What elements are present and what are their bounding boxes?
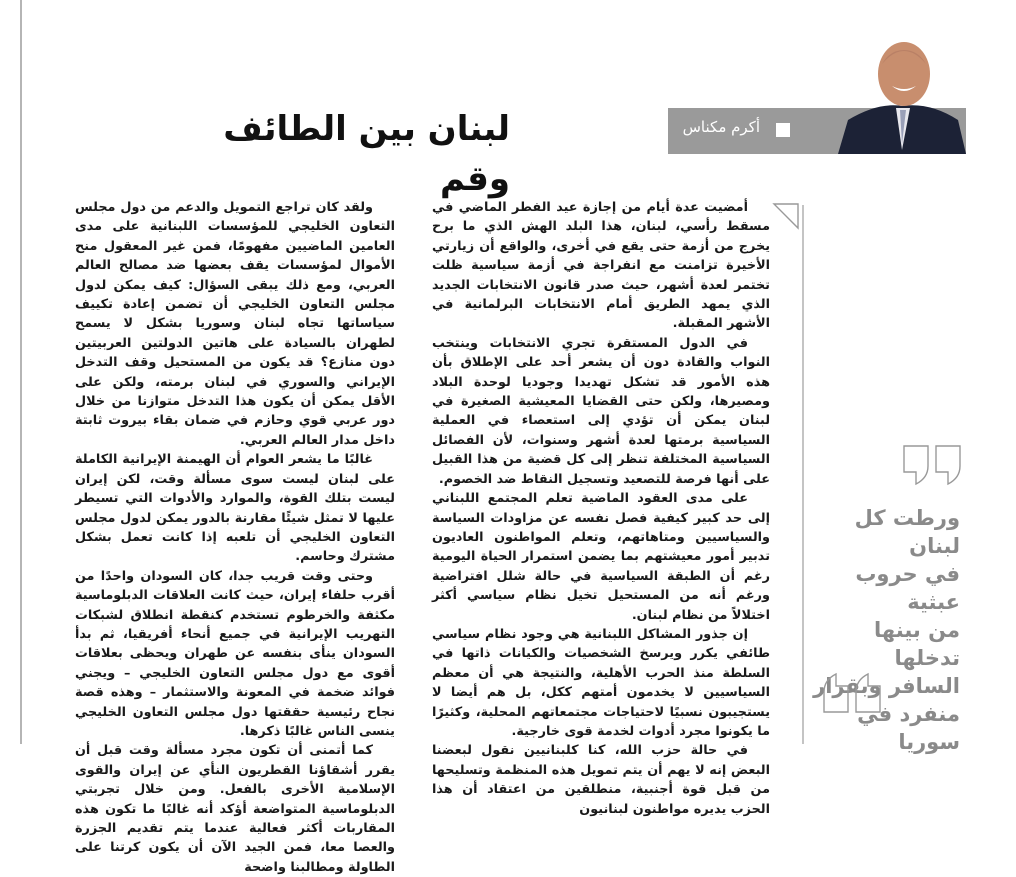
article-column-right [432, 198, 770, 819]
closing-quote-icon [902, 444, 964, 486]
paragraph: إن جذور المشاكل اللبنانية هي وجود نظام سياسي طائفي يكرر ويرسخ الشخصيات والكيانات ذاتها في السلطة منذ الحرب الأهلية، والنتيجة هي أن معظم السياسيين لا يخدمون أمتهم ككل، بل هم أيضا لا يستجيبون نسبيًا لاحتياجات مجتمعاتهم المحلية، وكثيرًا ما يكونوا مجرد أدوات لخدمة قوى خارجية. [432, 626, 770, 739]
pull-quote-line: من بينها تدخلها [874, 618, 960, 670]
pull-quote-line: ورطت كل لبنان [854, 506, 960, 558]
paragraph: في حالة حزب الله، كنا كلبنانيين نقول لبعضنا البعض إنه لا يهم أن يتم تمويل هذه المنظمة وتسليحها من قبل قوة أجنبية، منطلقين من اعتقاد أن هذا الحزب يديره مواطنون لبنانيون [432, 743, 770, 817]
paragraph: ولقد كان تراجع التمويل والدعم من دول مجلس التعاون الخليجي للمؤسسات اللبنانية على مدى العامين الماضيين مفهومًا، فمن غير المعقول منح الأموال لمؤسسات يقف بعضها ضد مصالح العالم العربي، ومع ذلك يبقى السؤال: كيف يمكن لدول مجلس التعاون الخليجي أن تضمن إعادة تكييف سياساتها تجاه لبنان وسوريا بشكل لا يسمح لطهران بالسيادة على هاتين الدولتين العربيتين دون منازع؟ قد يكون من المستحيل وقف التدخل الإيراني والسوري في لبنان برمته، ولكن على الأقل يمكن أن يكون هذا التدخل متوازنا من خلال دور عربي قوي وحازم في ضمان بقاء بيروت ثابتة داخل مدار العالم العربي. [75, 200, 395, 448]
author-portrait [838, 40, 966, 154]
author-name: أكرم مكناس [682, 118, 760, 136]
pull-quote-line: في حروب عبثية [855, 562, 960, 614]
paragraph: وحتى وقت قريب جدا، كان السودان واحدًا من أقرب حلفاء إيران، حيث كانت العلاقات الدبلوماسية مكثفة والخرطوم تستخدم كنقطة انطلاق لشبكات التهريب الإيرانية في جميع أنحاء أفريقيا، ثم بدأ السودان ينأى بنفسه عن طهران ويحظى بعلاقات أقوى مع دول مجلس التعاون الخليجي – ويجني فوائد ضخمة في المعونة والاستثمار – وهذه قصة نجاح رئيسية حققتها دول مجلس التعاون الخليجي ينسى الناس غالبًا ذكرها. [75, 568, 395, 739]
opening-quote-icon [822, 672, 882, 714]
pull-quote [812, 504, 960, 756]
article-column-left [75, 198, 395, 877]
pull-quote-line: السافر وبقرار [813, 674, 960, 698]
corner-triangle-icon [772, 202, 802, 232]
paragraph: أمضيت عدة أيام من إجازة عيد الفطر الماضي في مسقط رأسي، لبنان، هذا البلد الهش الذي ما برح يخرج من أزمة حتى يقع في أخرى، والواقع أن زيارتي الأخيرة تزامنت مع انفراجة في أزمة سياسية ظلت تختمر لعدة أشهر، حيث صدر قانون الانتخابات الجديد الذي يمهد الطريق أمام الانتخابات البرلمانية في الأشهر المقبلة. [432, 200, 770, 332]
article-headline: لبنان بين الطائف وقم [223, 109, 510, 199]
page-margin-rule [20, 0, 22, 744]
column-divider [802, 205, 804, 744]
paragraph: على مدى العقود الماضية تعلم المجتمع اللبناني إلى حد كبير كيفية فصل نفسه عن مزاودات السياسة والسياسيين ومتاهاتهم، وتعلم المواطنون العاديون تدبير أمور معيشتهم بما يضمن استمرار الحياة اليومية رغم أن الطبقة السياسية في حالة شلل افتراضية ورغم أنه من المستحيل تخيل نظام سياسي أكثر اختلالاً من نظام لبنان. [432, 491, 770, 623]
paragraph: في الدول المستقرة تجري الانتخابات وينتخب النواب والقادة دون أن يشعر أحد على الإطلاق بأن هذه الأمور قد تشكل تهديدا وجوديا لوحدة البلاد ومصيرها، ولكن حتى القضايا المعيشية الصغيرة في لبنان يمكن أن تؤدي إلى استعصاء في العملية السياسية برمتها لعدة أشهر وسنوات، لأن الفصائل السياسية المختلفة تنظر إلى كل قضية من هذا القبيل على أنها فرصة للتصعيد وتسجيل النقاط ضد الخصوم. [432, 335, 770, 487]
paragraph: غالبًا ما يشعر العوام أن الهيمنة الإيرانية الكاملة على لبنان ليست سوى مسألة وقت، لكن إيران ليست بتلك القوة، والموارد والأدوات التي تسيطر عليها لا تمثل شيئًا مقارنة بالدور يمكن لدول مجلس التعاون الخليجي أن تلعبه إذا كانت تعمل بشكل مشترك وحاسم. [75, 452, 395, 565]
pull-quote-line: منفرد في سوريا [857, 702, 960, 754]
paragraph: كما أتمنى أن تكون مجرد مسألة وقت قبل أن يقرر أشقاؤنا القطريون النأي عن إيران والقوى الإسلامية الأخرى بالفعل. ومن خلال تجربتي الدبلوماسية المتواضعة أؤكد أنه غالبًا ما تكون هذه المقاربات أكثر فعالية عندما يتم تقديم الجزرة والعصا معا، فمن الجيد الآن أن يكون كرتنا على الطاولة ومطالبنا واضحة [75, 743, 395, 875]
square-bullet-icon [776, 123, 790, 137]
